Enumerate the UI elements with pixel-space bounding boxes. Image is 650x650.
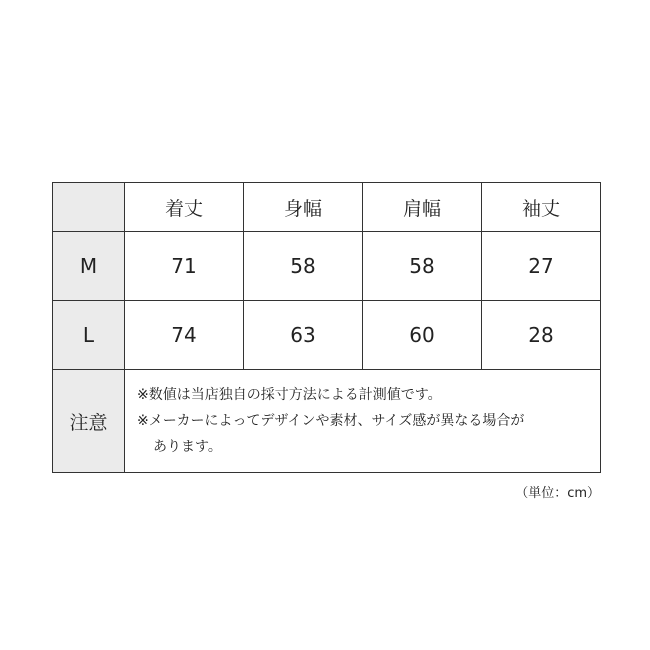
note-line: あります。 (153, 439, 222, 455)
row-label-l: L (53, 301, 125, 370)
row-label-m: M (53, 232, 125, 301)
cell-m-width: 58 (244, 232, 363, 301)
note-line: ※数値は当店独自の採寸方法による計測値です。 (137, 387, 442, 403)
cell-l-length: 74 (125, 301, 244, 370)
header-width: 身幅 (244, 183, 363, 232)
header-row (53, 183, 601, 232)
note-row (53, 370, 601, 473)
header-length: 着丈 (125, 183, 244, 232)
cell-l-sleeve: 28 (482, 301, 601, 370)
cell-l-shoulder: 60 (363, 301, 482, 370)
note-line: ※メーカーによってデザインや素材、サイズ感が異なる場合が (137, 413, 525, 429)
cell-m-length: 71 (125, 232, 244, 301)
table-row (53, 301, 601, 370)
corner-cell (53, 183, 125, 232)
cell-m-shoulder: 58 (363, 232, 482, 301)
table-row (53, 232, 601, 301)
header-sleeve: 袖丈 (482, 183, 601, 232)
cell-m-sleeve: 27 (482, 232, 601, 301)
unit-label: （単位：cm） (515, 486, 600, 501)
size-chart-table (52, 182, 601, 473)
note-label: 注意 (53, 370, 125, 473)
header-shoulder: 肩幅 (363, 183, 482, 232)
note-body (125, 370, 601, 473)
cell-l-width: 63 (244, 301, 363, 370)
